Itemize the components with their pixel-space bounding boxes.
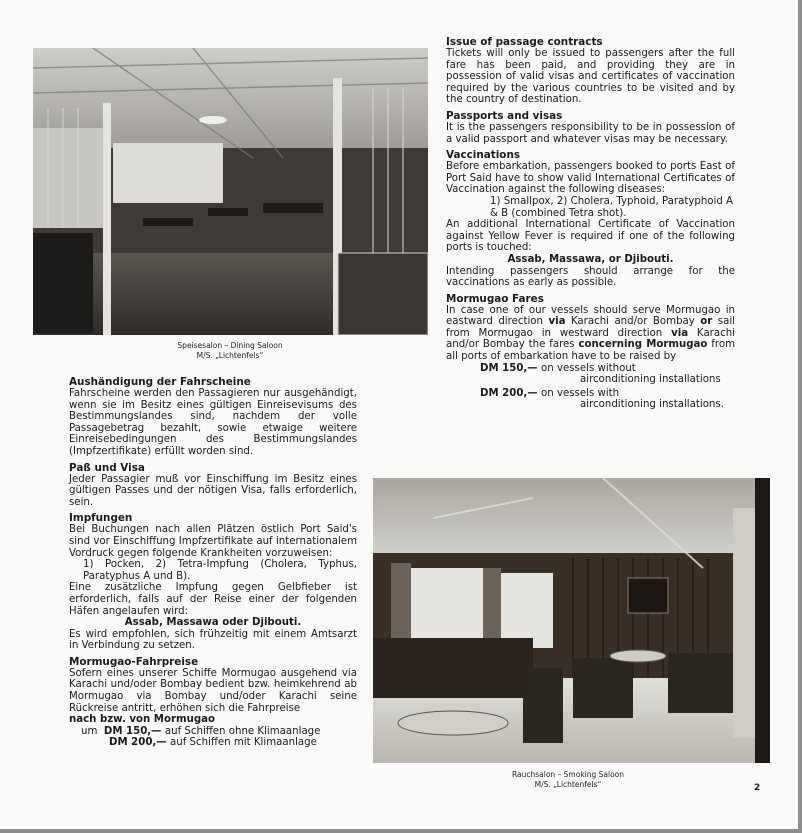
heading-mormugao: Mormugao Fares (446, 292, 544, 305)
heading-pass: Paß und Visa (69, 461, 145, 474)
text-haefen: Assab, Massawa oder Djibouti. (124, 617, 302, 629)
heading-fahrscheine: Aushändigung der Fahrscheine (69, 376, 251, 388)
text-pass: Jeder Passagier muß vor Einschiffung im Besitz eines gültigen Passes und der nötigen Visa, falls erforderlich, sein. (69, 473, 357, 508)
text-ports: Assab, Massawa, or Djibouti. (507, 253, 674, 265)
heading-vaccinations: Vaccinations (446, 149, 521, 162)
english-column (446, 36, 735, 411)
fares-en: DM 150,— on vessels without airconditioning installations DM 200,— on vessels with airconditioning installations. (480, 362, 724, 411)
text-issue: Tickets will only be issued to passengers after the full fare has been paid, and providing they are in possession of valid visas and certificates of vaccination required by the various countries to be visited and by the country of destination. (446, 48, 735, 106)
fares-de: um DM 150,— auf Schiffen ohne Klimaanlage DM 200,— auf Schiffen mit Klimaanlage (81, 725, 321, 749)
text-fahrscheine: Fahrscheine werden den Passagieren nur ausgehändigt, wenn sie im Besitz eines gültigen Einreisevisums des Bestimmungslandes sind, nachdem der volle Passagebetrag bezahlt, sowie etwaige weitere Einreisebedingungen des Bestimmungslandes (Impfzertifikate) erfüllt worden sind. (69, 388, 357, 457)
text-fahrpreise: Sofern eines unserer Schiffe Mormugao ausgehend via Karachi und/oder Bombay bedient bzw. heimkehrend ab Mormugao via Bombay und/oder Karachi seine Rückreise antritt, erhöhen sich die Fahrpreise (69, 667, 357, 714)
german-column (69, 376, 357, 749)
heading-passports: Passports and visas (446, 109, 563, 122)
text-impfungen: Bei Buchungen nach allen Plätzen östlich Port Said's sind vor Einschiffung Impfzertifikate auf internationalem Vordruck gegen folgende Krankheiten vorzuweisen: (69, 524, 357, 559)
text-nach-von: nach bzw. von Mormugao (69, 714, 215, 726)
text-empfohlen: Es wird empfohlen, sich frühzeitig mit einem Amtsarzt in Verbindung zu setzen. (69, 628, 357, 652)
smoking-saloon-photo (373, 478, 770, 763)
text-passports: It is the passengers responsibility to be in possession of a valid passport and whatever visas may be necessary. (446, 121, 735, 145)
text-mormugao: In case one of our vessels should serve Mormugao in eastward direction via Karachi and/or Bombay or sail from Mormugao in westward direction via Karachi and/or Bombay the fares concerning Mormugao from all ports of embarkation have to be raised by (446, 304, 736, 363)
heading-fahrpreise: Mormugao-Fahrpreise (69, 655, 199, 668)
page-number: 2 (754, 783, 761, 793)
heading-issue: Issue of passage contracts (446, 36, 603, 48)
text-arrange: Intending passengers should arrange for the vaccinations as early as possible. (446, 265, 735, 289)
text-vaccination-list: 1) Smallpox, 2) Cholera, Typhoid, Paratyphoid A & B (combined Tetra shot). (490, 195, 734, 219)
text-vaccinations: Before embarkation, passengers booked to ports East of Port Said have to show valid International Certificates of Vaccination against the following diseases: (446, 161, 735, 196)
text-yellow-fever: An additional International Certificate of Vaccination against Yellow Fever is required if one of the following ports is touched: (446, 219, 735, 254)
dining-saloon-photo (33, 48, 428, 335)
text-impf-list: 1) Pocken, 2) Tetra-Impfung (Cholera, Typhus, Paratyphus A und B). (83, 559, 357, 582)
dining-saloon-caption: Speisesalon – Dining Saloon M/S. „Lichtenfels“ (177, 341, 283, 360)
text-gelbfieber: Eine zusätzliche Impfung gegen Gelbfieber ist erforderlich, falls auf der Reise einer der folgenden Häfen angelaufen wird: (69, 582, 357, 617)
heading-impfungen: Impfungen (69, 512, 133, 525)
smoking-saloon-caption: Rauchsalon – Smoking Saloon M/S. „Lichtenfels“ (511, 770, 625, 789)
